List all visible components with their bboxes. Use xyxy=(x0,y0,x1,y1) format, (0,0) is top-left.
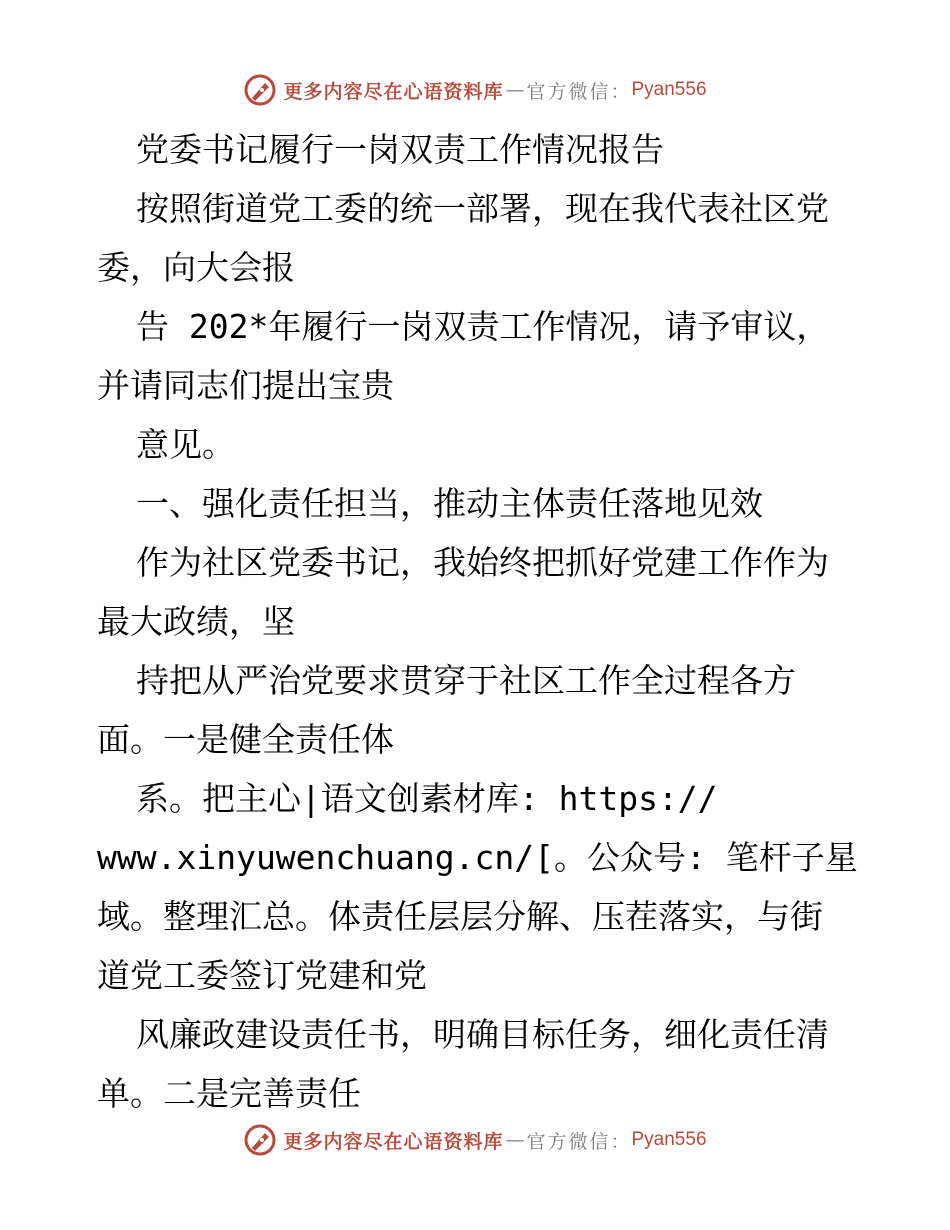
document-line: 最大政绩，坚 xyxy=(97,602,295,641)
banner-dash: — xyxy=(505,1129,525,1151)
banner-dash: — xyxy=(505,79,525,101)
banner-main-text: 更多内容尽在心语资料库 xyxy=(283,1130,504,1153)
banner-id-text: Pyan556 xyxy=(631,79,707,100)
pen-nib-logo-icon xyxy=(243,1123,277,1157)
document-line: 意见。 xyxy=(136,425,235,464)
document-line: 单。二是完善责任 xyxy=(97,1074,361,1113)
document-line: 党委书记履行一岗双责工作情况报告 xyxy=(136,130,664,169)
document-line: 一、强化责任担当，推动主体责任落地见效 xyxy=(136,484,763,523)
document-line: 域。整理汇总。体责任层层分解、压茬落实，与街 xyxy=(97,897,823,936)
document-line: 委，向大会报 xyxy=(97,248,295,287)
document-line: 系。把主心|语文创素材库: https:// xyxy=(136,779,718,818)
banner-main-text: 更多内容尽在心语资料库 xyxy=(283,80,504,103)
header-banner xyxy=(0,68,950,112)
document-line: 道党工委签订党建和党 xyxy=(97,956,427,995)
document-line: 持把从严治党要求贯穿于社区工作全过程各方 xyxy=(136,661,796,700)
document-line: www.xinyuwenchuang.cn/[。公众号: 笔杆子星 xyxy=(97,838,858,877)
footer-banner xyxy=(0,1118,950,1162)
document-line: 作为社区党委书记，我始终把抓好党建工作作为 xyxy=(136,543,829,582)
document-body xyxy=(97,120,857,1123)
banner-sub-text: 官方微信： xyxy=(526,80,632,103)
document-line: 面。一是健全责任体 xyxy=(97,720,394,759)
banner-sub-text: 官方微信： xyxy=(526,1130,632,1153)
pen-nib-logo-icon xyxy=(243,73,277,107)
document-line: 风廉政建设责任书，明确目标任务，细化责任清 xyxy=(136,1015,829,1054)
document-line: 按照街道党工委的统一部署，现在我代表社区党 xyxy=(136,189,829,228)
document-line: 告 202*年履行一岗双责工作情况，请予审议， xyxy=(136,307,830,346)
document-line: 并请同志们提出宝贵 xyxy=(97,366,394,405)
banner-id-text: Pyan556 xyxy=(631,1129,707,1150)
